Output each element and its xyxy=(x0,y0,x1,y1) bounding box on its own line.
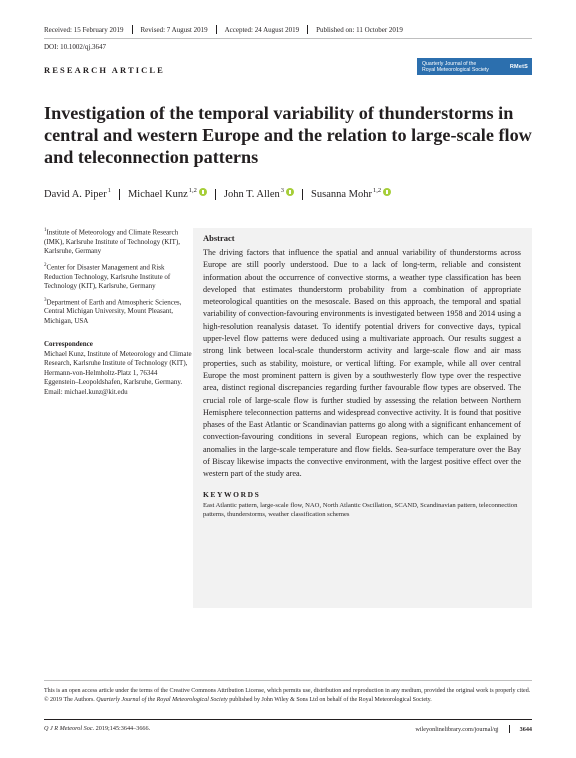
divider xyxy=(216,25,217,34)
keywords-text: East Atlantic pattern, large-scale flow, NAO, North Atlantic Oscillation, SCAND, Scandinavian pattern, teleconnection patterns, thunderstorms, weather classification schemes xyxy=(203,501,518,519)
author-name: David A. Piper xyxy=(44,189,107,200)
author-affil-sup: 1 xyxy=(107,187,111,194)
divider xyxy=(132,25,133,34)
orcid-icon[interactable] xyxy=(199,188,207,196)
publication-dates xyxy=(44,25,403,34)
license-notice xyxy=(44,687,532,705)
accepted-date: Accepted: 24 August 2019 xyxy=(224,25,300,34)
doi[interactable]: DOI: 10.1002/qj.3647 xyxy=(44,43,107,51)
abstract-text: The driving factors that influence the spatial and annual variability of thunderstorms across Europe are still poorly understood. Due to a lack of long-term, reliable and consistent information about the occurrence of convective storms, a weather type classification has been developed that estimates thunderstorm probability from a combination of appropriate meteorological quantities on the mesoscale. Based on this approach, the temporal and spatial variability of convection-favouring environments is investigated between 1958 and 2014 using a high-resolution reanalysis dataset. To identify potential drivers for convective days, typical upper-level flow patterns were deduced using a multivariate approach. Our results suggest a strong link between local-scale thunderstorm activity and large-scale flow and air mass properties, such as stability, moisture, or vertical lifting. For example, while all over central Europe the most prominent pattern is given by a southwesterly flow type over the respective area, distinct regional discrepancies regarding further favourable flow types are observed. The crucial role of large-scale flow is further studied by assessing the relation between Northern Hemisphere teleconnection patterns and widespread convective activity. It is found that positive phases of the East Atlantic or Scandinavian patterns go along with a significant enhancement of convection-favouring conditions in several European regions, which can be explained by anomalies in the large-scale temperature and flow fields. Sea-surface temperature over the Bay of Biscay likewise impacts the convective environment, with the largest positive effect over the western part of the study area. xyxy=(203,248,521,479)
citation-details: 2019;145:3644–3666. xyxy=(95,725,151,732)
affiliation-1 xyxy=(44,226,192,257)
divider xyxy=(215,189,216,200)
affiliation-text: Center for Disaster Management and Risk Reduction Technology, Karlsruhe Institute of Technology (KIT), Karlsruhe, Germany xyxy=(44,263,171,291)
abstract-panel xyxy=(193,228,532,608)
affiliation-text: Department of Earth and Atmospheric Sciences, Central Michigan University, Mount Pleasant, Michigan, USA xyxy=(44,297,182,325)
journal-badge-line1: Quarterly Journal of the xyxy=(422,60,477,67)
published-date: Published on: 11 October 2019 xyxy=(316,25,403,34)
author-list xyxy=(44,189,391,200)
correspondence-text: Michael Kunz, Institute of Meteorology and Climate Research, Karlsruhe Institute of Technology (KIT), Hermann-von-Helmholtz-Platz 1, 76344 Eggenstein–Leopoldshafen, Karlsruhe, Germany. xyxy=(44,349,192,387)
author-kunz[interactable] xyxy=(128,189,207,200)
correspondence-email[interactable]: Email: michael.kunz@kit.edu xyxy=(44,387,128,396)
footer-right xyxy=(415,725,532,733)
affiliation-2 xyxy=(44,261,192,292)
divider xyxy=(119,189,120,200)
orcid-icon[interactable] xyxy=(383,188,391,196)
copyright-journal: Quarterly Journal of the Royal Meteorological Society xyxy=(96,697,228,703)
page-number: 3644 xyxy=(519,725,532,733)
author-mohr[interactable] xyxy=(311,189,391,200)
author-name: John T. Allen xyxy=(223,189,280,200)
rmets-logo: RMetS xyxy=(509,63,528,70)
citation xyxy=(44,725,150,732)
orcid-icon[interactable] xyxy=(286,188,294,196)
author-allen[interactable] xyxy=(224,189,294,200)
correspondence-heading: Correspondence xyxy=(44,340,93,349)
affiliation-3 xyxy=(44,296,192,327)
license-text: This is an open access article under the terms of the Creative Commons Attribution License, which permits use, distribution and reproduction in any medium, provided the original work is properly cited. xyxy=(44,688,531,694)
author-name: Michael Kunz xyxy=(127,189,188,200)
header-rule xyxy=(44,38,532,39)
affiliation-text: Institute of Meteorology and Climate Research (IMK), Karlsruhe Institute of Technology (KIT), Karlsruhe, Germany xyxy=(44,228,181,256)
affiliation-num: 3 xyxy=(44,297,47,303)
footer-rule-dark xyxy=(44,719,532,720)
divider xyxy=(509,725,510,733)
copyright-suffix: published by John Wiley & Sons Ltd on behalf of the Royal Meteorological Society. xyxy=(229,697,432,703)
footer-rule xyxy=(44,680,532,681)
abstract-heading: Abstract xyxy=(203,233,235,243)
author-affil-sup: 1,2 xyxy=(372,187,382,194)
author-piper[interactable] xyxy=(44,189,111,200)
journal-badge-title xyxy=(422,61,489,73)
journal-website-link[interactable]: wileyonlinelibrary.com/journal/qj xyxy=(415,725,499,733)
article-title: Investigation of the temporal variability of thunderstorms in central and western Europe and the relation to large-scale flow and teleconnection patterns xyxy=(44,103,532,167)
journal-badge-line2: Royal Meteorological Society xyxy=(422,66,489,73)
revised-date: Revised: 7 August 2019 xyxy=(140,25,208,34)
keywords-heading: KEYWORDS xyxy=(203,489,261,499)
author-affil-sup: 1,2 xyxy=(188,187,197,194)
journal-badge[interactable] xyxy=(417,58,532,75)
author-name: Susanna Mohr xyxy=(311,189,372,200)
article-type: RESEARCH ARTICLE xyxy=(44,65,165,75)
affiliations xyxy=(44,226,192,397)
divider xyxy=(302,189,303,200)
copyright-line xyxy=(44,696,532,705)
affiliation-num: 1 xyxy=(44,228,47,233)
divider xyxy=(307,25,308,34)
copyright-prefix: © 2019 The Authors. xyxy=(44,697,95,703)
author-affil-sup: 3 xyxy=(280,187,285,194)
affiliation-num: 2 xyxy=(44,262,47,268)
citation-journal: Q J R Meteorol Soc. xyxy=(44,725,95,732)
received-date: Received: 15 February 2019 xyxy=(44,25,124,34)
